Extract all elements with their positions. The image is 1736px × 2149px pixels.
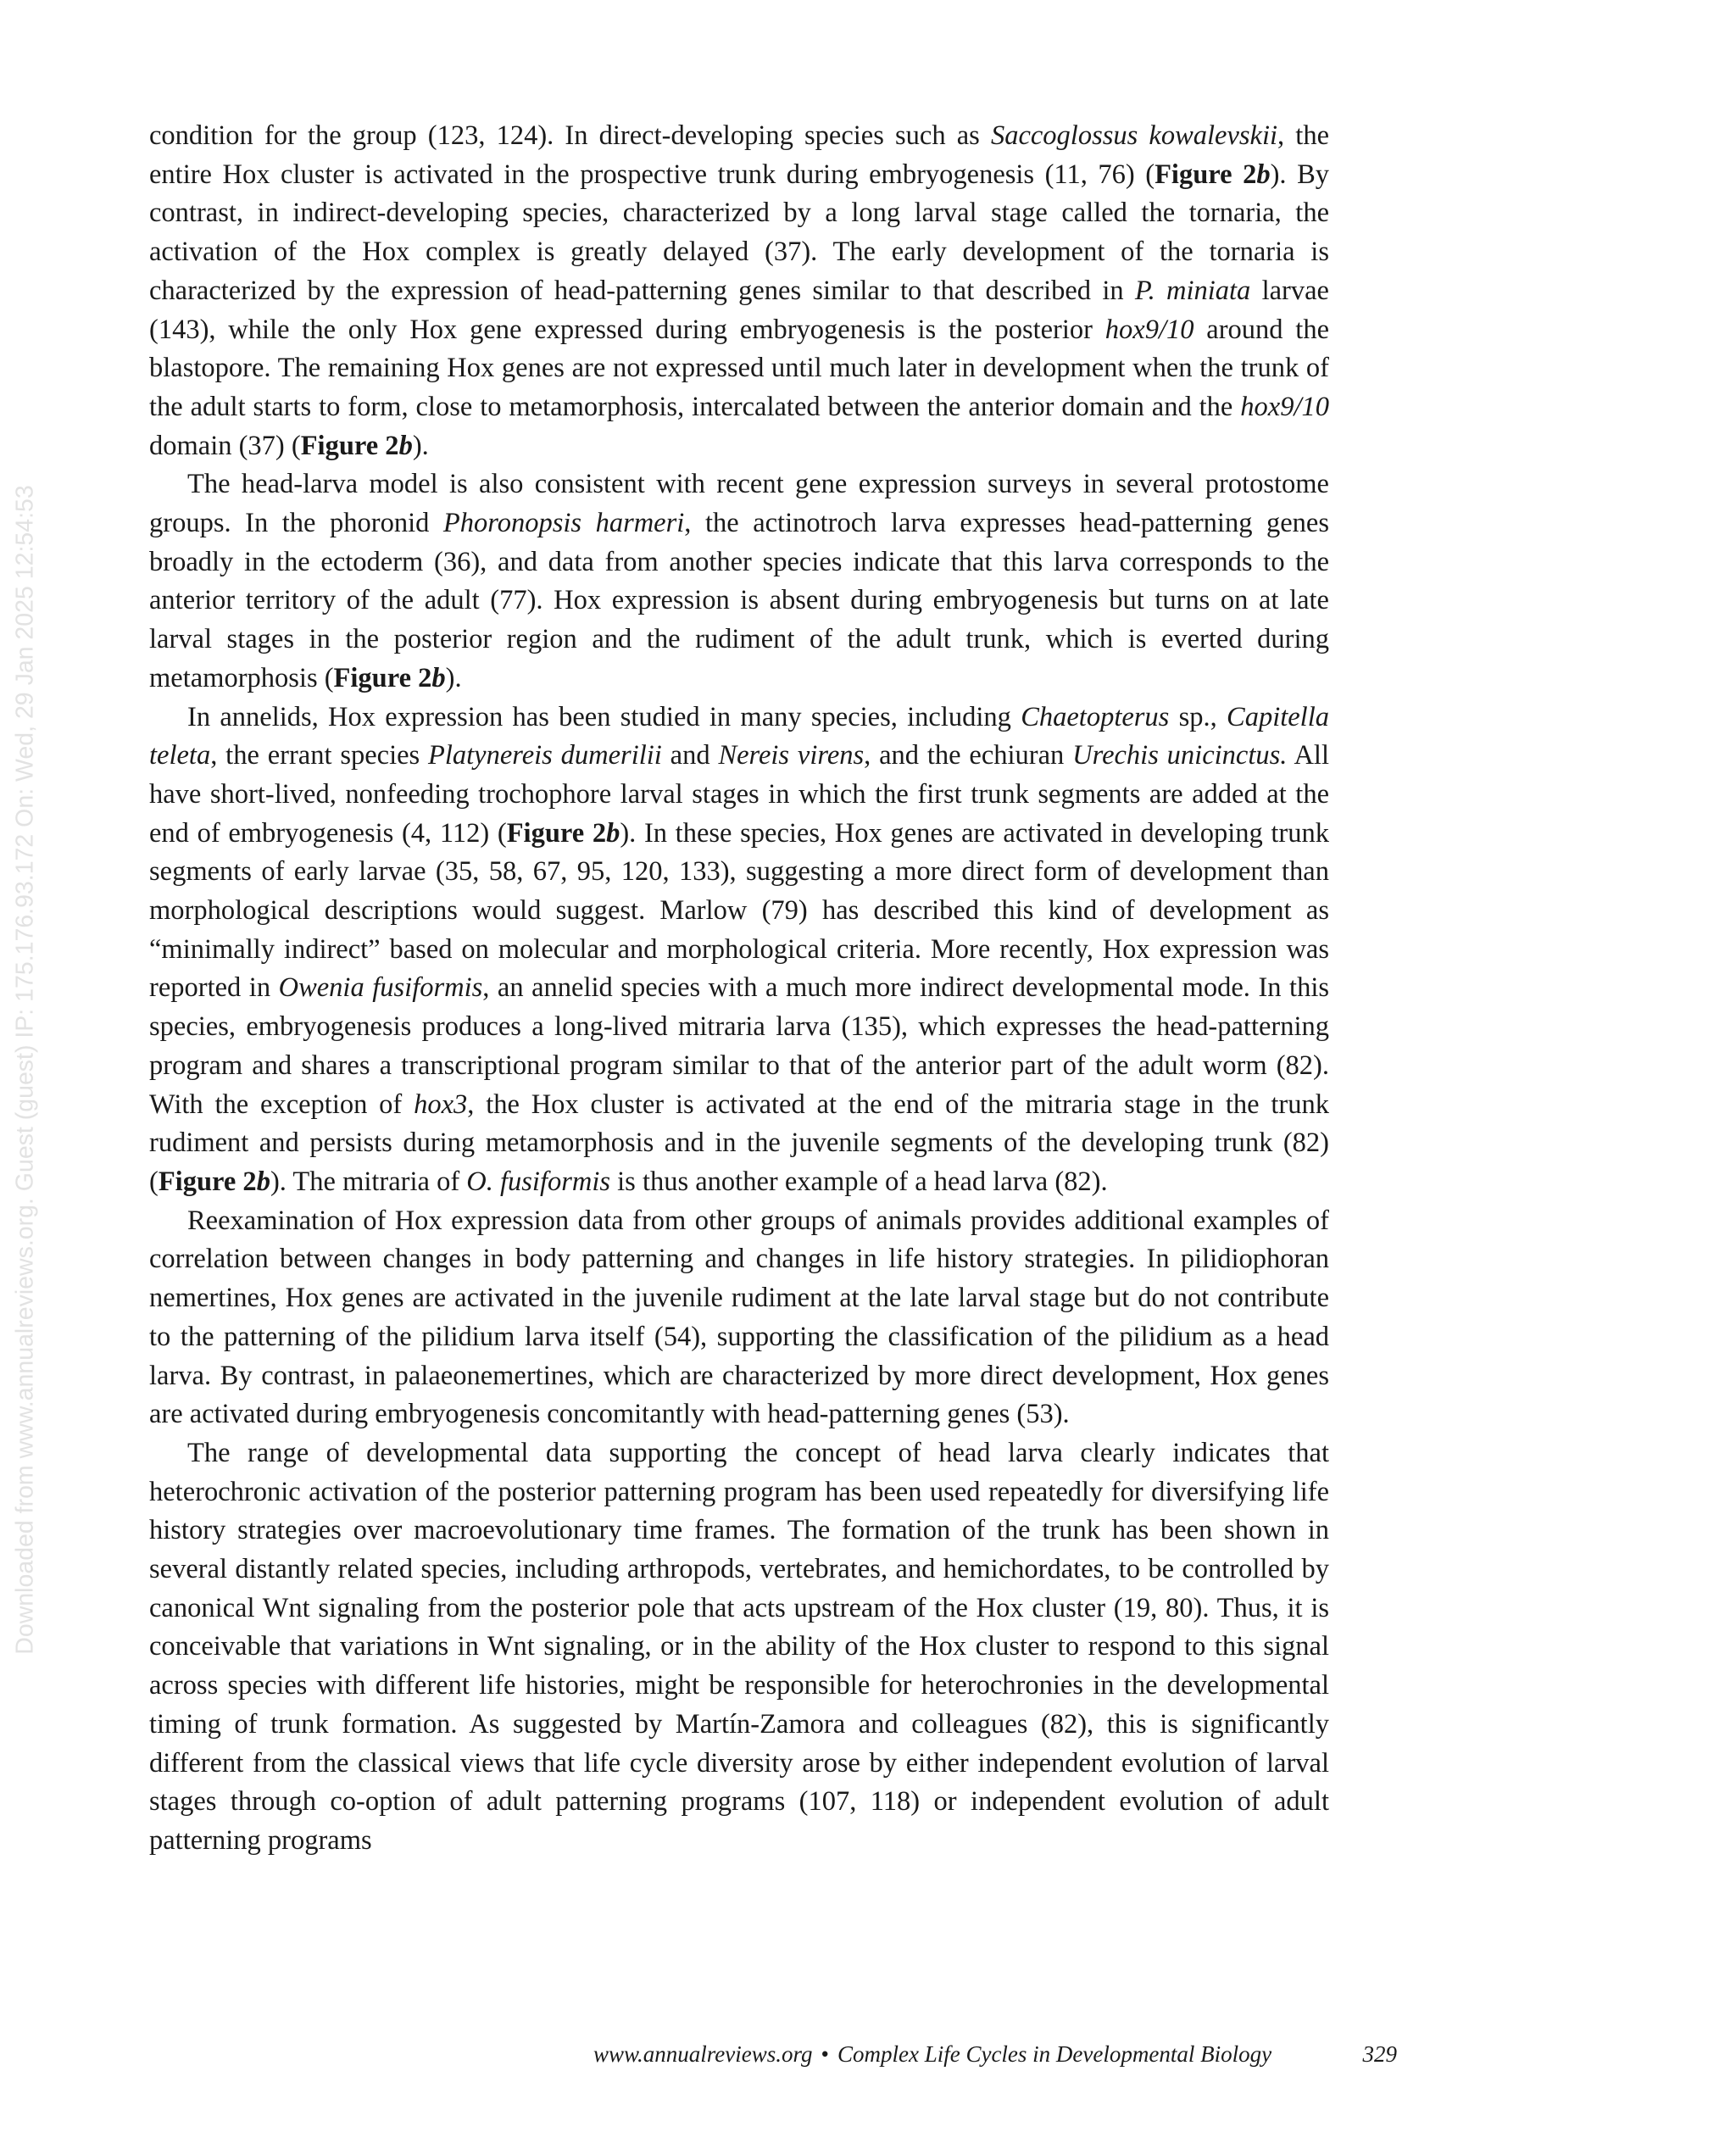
body-paragraph bbox=[149, 1434, 1329, 1861]
watermark-text: Downloaded from www.annualreviews.org. Guest (guest) IP: 175.176.93.172 On: Wed, 29 Jan 2025 12:54:53 bbox=[11, 485, 39, 1655]
text-run: , the actinotroch larva expresses head-patterning genes broadly in the ectoderm (36), and data from another species indicate that this larva corresponds to the anterior territory of the adult (77). Hox expression is absent during embryogenesis but turns on at late larval stages in the posterior region and the rudiment of the adult trunk, which is everted during metamorphosis ( bbox=[149, 508, 1329, 693]
italic-term: hox3 bbox=[414, 1088, 468, 1120]
text-run: ). By contrast, in indirect-developing species, characterized by a long larval stage called the tornaria, the activation of the Hox complex is greatly delayed (37). The early development of the tornaria is characterized by the expression of head-patterning genes similar to that described in bbox=[149, 159, 1330, 306]
italic-term: Phoronopsis harmeri bbox=[442, 508, 685, 539]
figure-panel-letter: b bbox=[398, 430, 413, 461]
page-footer bbox=[593, 2041, 1402, 2068]
italic-term: Platynereis dumerilii bbox=[428, 740, 662, 771]
italic-term: Saccoglossus kowalevskii bbox=[990, 120, 1278, 151]
text-run: In annelids, Hox expression has been studied in many species, including bbox=[187, 701, 1021, 732]
text-run: ). The mitraria of bbox=[270, 1166, 467, 1197]
text-run: , an annelid species with a much more indirect developmental mode. In this species, embryogenesis produces a long-lived mitraria larva (135), which expresses the head-patterning program and shares a transcriptional program similar to that of the anterior part of the adult worm (82). With the exception of bbox=[149, 972, 1330, 1120]
article-body bbox=[149, 117, 1329, 1861]
text-run: is thus another example of a head larva (82). bbox=[610, 1166, 1108, 1197]
body-paragraph bbox=[149, 699, 1329, 1202]
text-run: condition for the group (123, 124). In direct-developing species such as bbox=[149, 120, 991, 151]
text-run: around the blastopore. The remaining Hox genes are not expressed until much later in development when the trunk of the adult starts to form, close to metamorphosis, intercalated between the anterior domain and the bbox=[149, 314, 1329, 422]
text-run: ). bbox=[445, 662, 462, 693]
page-number: 329 bbox=[1362, 2041, 1397, 2067]
download-watermark bbox=[0, 0, 53, 2149]
figure-reference: Figure 2 bbox=[1155, 159, 1257, 190]
footer-journal-title: Complex Life Cycles in Developmental Biology bbox=[837, 2041, 1272, 2067]
figure-panel-letter: b bbox=[1256, 159, 1271, 190]
text-run: ). bbox=[412, 430, 429, 461]
body-paragraph bbox=[149, 117, 1329, 465]
text-run: and bbox=[661, 740, 719, 771]
text-run: larvae (143), while the only Hox gene expressed during embryogenesis is the posterior bbox=[149, 275, 1329, 345]
text-run: , the entire Hox cluster is activated in the prospective trunk during embryogenesis (11, 76) ( bbox=[149, 120, 1330, 190]
text-run: , the errant species bbox=[210, 740, 429, 771]
italic-term: Chaetopterus bbox=[1021, 701, 1170, 732]
text-run: All have short-lived, nonfeeding trochophore larval stages in which the first trunk segments are added at the end of embryogenesis (4, 112) ( bbox=[149, 740, 1329, 849]
italic-term: hox9/10 bbox=[1104, 314, 1194, 345]
body-paragraph bbox=[149, 1202, 1329, 1434]
italic-term: Urechis unicinctus. bbox=[1072, 740, 1288, 771]
text-run: The range of developmental data supporting the concept of head larva clearly indicates that heterochronic activation of the posterior patterning program has been used repeatedly for diversifying life history strategies over macroevolutionary time frames. The formation of the trunk has been shown in several distantly related species, including arthropods, vertebrates, and hemichordates, to be controlled by canonical Wnt signaling from the posterior pole that acts upstream of the Hox cluster (19, 80). Thus, it is conceivable that variations in Wnt signaling, or in the ability of the Hox cluster to respond to this signal across species with different life histories, might be responsible for heterochronies in the developmental timing of trunk formation. As suggested by Martín-Zamora and colleagues (82), this is significantly different from the classical views that life cycle diversity arose by either independent evolution of larval stages through co-option of adult patterning programs (107, 118) or independent evolution of adult patterning programs bbox=[149, 1437, 1329, 1856]
figure-reference: Figure 2 bbox=[506, 817, 607, 849]
italic-term: hox9/10 bbox=[1240, 391, 1329, 422]
italic-term: Capitella teleta bbox=[149, 701, 1329, 771]
italic-term: Owenia fusiformis bbox=[278, 972, 483, 1004]
figure-reference: Figure 2 bbox=[158, 1166, 257, 1197]
text-run: , and the echiuran bbox=[864, 740, 1073, 771]
italic-term: Nereis virens bbox=[718, 740, 865, 771]
italic-term: O. fusiformis bbox=[466, 1166, 611, 1197]
text-run: , the Hox cluster is activated at the end of the mitraria stage in the trunk rudiment and persists during metamorphosis and in the juvenile segments of the developing trunk (82) ( bbox=[149, 1088, 1329, 1197]
figure-panel-letter: b bbox=[606, 817, 620, 849]
figure-reference: Figure 2 bbox=[300, 430, 399, 461]
text-run: The head-larva model is also consistent with recent gene expression surveys in several protostome groups. In the phoronid bbox=[149, 469, 1329, 539]
text-run: sp., bbox=[1169, 701, 1227, 732]
figure-reference: Figure 2 bbox=[333, 662, 432, 693]
text-run: Reexamination of Hox expression data from other groups of animals provides additional examples of correlation between changes in body patterning and changes in life history strategies. In pilidiophoran nemertines, Hox genes are activated in the juvenile rudiment at the late larval stage but do not contribute to the patterning of the pilidium larva itself (54), supporting the classification of the pilidium as a head larva. By contrast, in palaeonemertines, which are characterized by more direct development, Hox genes are activated during embryogenesis concomitantly with head-patterning genes (53). bbox=[149, 1205, 1329, 1430]
text-run: domain (37) ( bbox=[149, 430, 301, 461]
text-run: ). In these species, Hox genes are activated in developing trunk segments of early larvae (35, 58, 67, 95, 120, 133), suggesting a more direct form of development than morphological descriptions would suggest. Marlow (79) has described this kind of development as “minimally indirect” based on molecular and morphological criteria. More recently, Hox expression was reported in bbox=[149, 817, 1329, 1004]
figure-panel-letter: b bbox=[256, 1166, 270, 1197]
body-paragraph bbox=[149, 465, 1329, 698]
figure-panel-letter: b bbox=[431, 662, 446, 693]
footer-url[interactable]: www.annualreviews.org bbox=[593, 2041, 813, 2067]
italic-term: P. miniata bbox=[1134, 275, 1251, 306]
footer-bullet: • bbox=[821, 2041, 829, 2067]
